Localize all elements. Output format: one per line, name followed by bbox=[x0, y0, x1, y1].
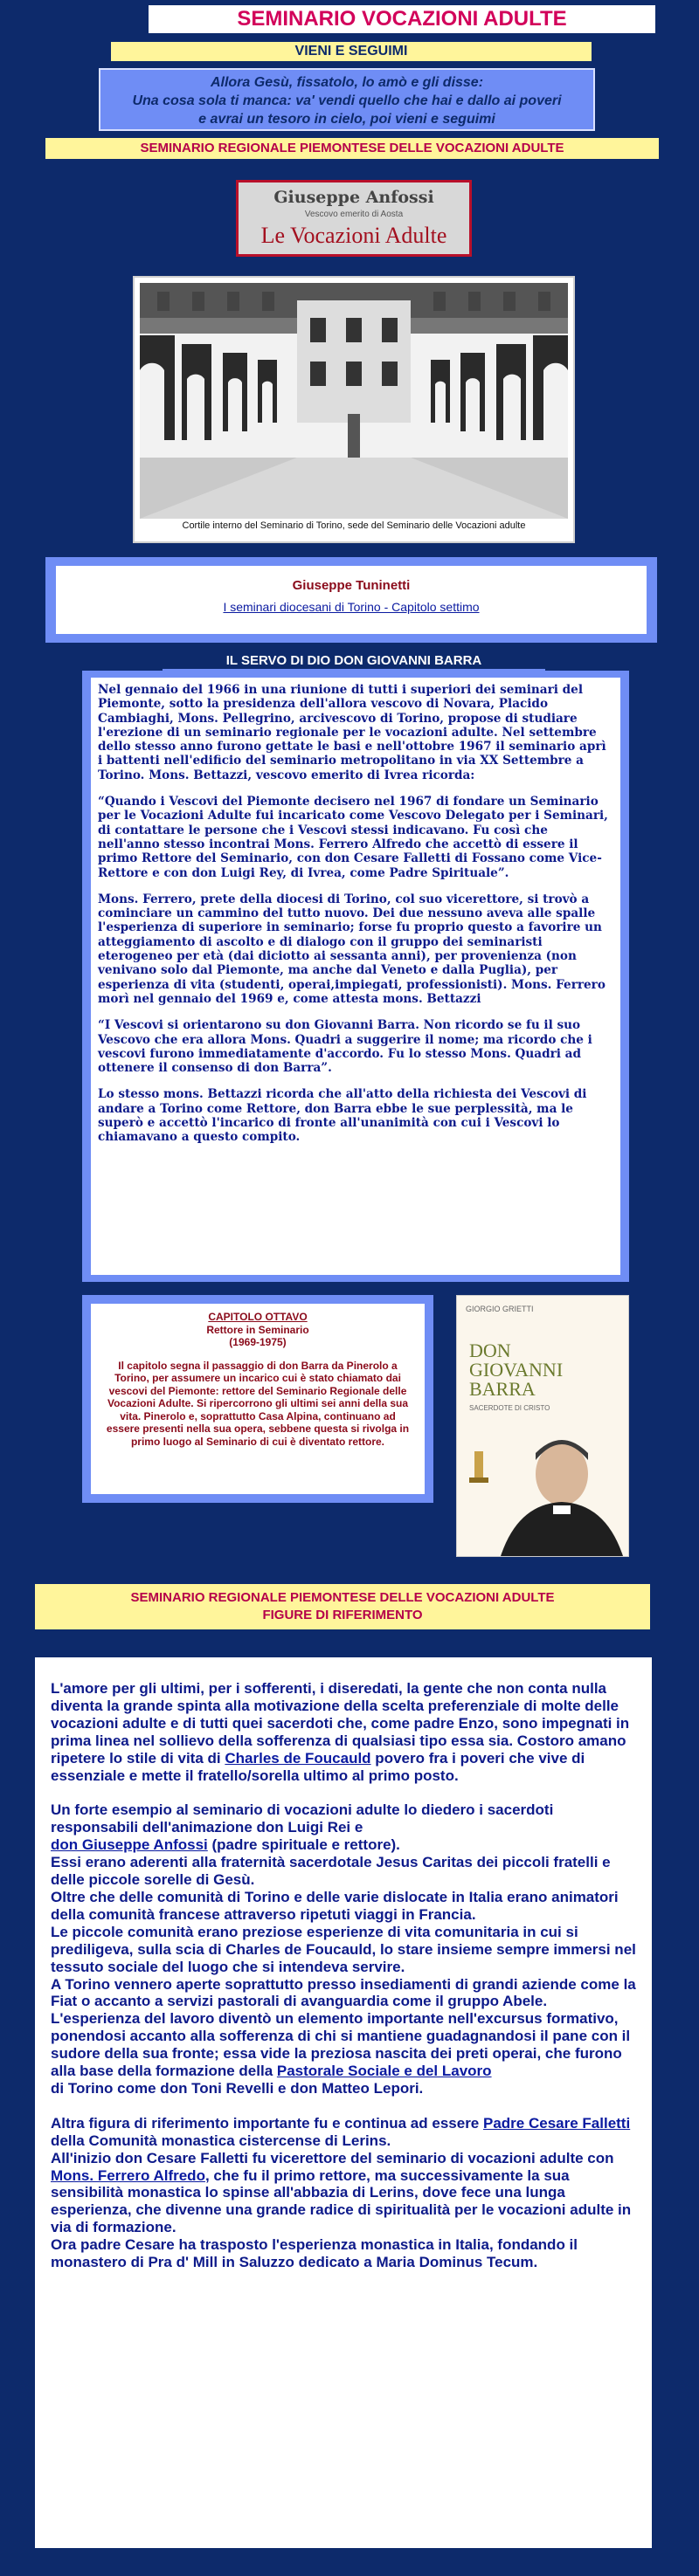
paragraph: Mons. Ferrero, prete della diocesi di Torino, col suo vicerettore, si trovò a cominciare un cammino del tutto nuovo. Dei due nessuno aveva alle spalle l'esperienza di superiore in seminario; forse fu proprio questo a favorire un atteggiamento di ascolto e di dialogo con il gruppo dei seminaristi eterogeneo per età (dai diciotto ai sessanta anni), per provenienza (non venivano solo dal Piemonte, ma anche dal Veneto e dalla Puglia), per esperienza di vita (studenti, operai,impiegati, professionisti). Mons. Ferrero morì nel gennaio del 1969 e, come attesta mons. Bettazzi bbox=[98, 892, 606, 1006]
chapter-summary: Il capitolo segna il passaggio di don Barra da Pinerolo a Torino, per assumere un incarico cui è stato chiamato dai vescovi del Piemonte: rettore del Seminario Regionale delle Vocazioni Adulte. Si ripercorrono gli ultimi sei anni della sua vita. Pinerolo e, soprattutto Casa Alpina, continuano ad essere presenti nella sua opera, sebbene questa si rivolga in primo luogo al Seminario di cui è diventato rettore. bbox=[106, 1359, 410, 1448]
cover-title-line: BARRA bbox=[469, 1378, 536, 1400]
banner-author: Giuseppe Anfossi bbox=[273, 188, 434, 207]
verse-line: e avrai un tesoro in cielo, poi vieni e seguimi bbox=[198, 112, 495, 127]
cloister-image bbox=[140, 283, 568, 519]
paragraph: L'amore per gli ultimi, per i sofferenti, i diseredati, la gente che non conta nulla diventa la grande spinta alla motivazione della scelta preferenziale di molte delle vocazioni adulte e di tutti quei sacerdoti che, come padre Enzo, sono impegnati in prima linea nel sollievo della sofferenza di qualsiasi tipo essa sia. Costoro amano ripetere lo stile di vita di Charles de Foucauld povero fra i poveri che vive di essenziale e mette il fratello/sorella ultimo al primo posto. bbox=[51, 1680, 630, 1784]
banner-role: Vescovo emerito di Aosta bbox=[304, 210, 404, 219]
cover-title-line: DON bbox=[469, 1340, 511, 1361]
paragraph: Nel gennaio del 1966 in una riunione di tutti i superiori dei seminari del Piemonte, sotto la presidenza dell'allora vescovo di Novara, Placido Cambiaghi, Mons. Pellegrino, arcivescovo di Torino, propose di studiare l'erezione di un seminario regionale per le vocazioni adulte. Nel settembre dello stesso anno furono gettate le basi e nell'ottobre 1967 il seminario aprì i battenti nell'edificio del seminario metropolitano in via XX Settembre a Torino. Mons. Bettazzi, vescovo emerito di Ivrea ricorda: bbox=[98, 683, 606, 782]
falletti-link[interactable]: Padre Cesare Falletti bbox=[483, 2114, 631, 2132]
verse-line: Allora Gesù, fissatolo, lo amò e gli disse: bbox=[210, 75, 484, 90]
chapter-subtitle: Rettore in Seminario bbox=[206, 1323, 309, 1336]
gospel-verse bbox=[99, 68, 595, 131]
paragraph: Altra figura di riferimento importante fu e continua ad essere Padre Cesare Falletti della Comunità monastica cistercense di Lerins. All'inizio don Cesare Falletti fu vicerettore del seminario di vocazioni adulte con Mons. Ferrero Alfredo, che fu il primo rettore, ma successivamente la sua sensibilità monastica lo spinse all'abbazia di Lerins, dove fece una lunga esperienza, che divenne una grande radice di spiritualità per le vocazioni adulte in via di formazione. Ora padre Cesare ha trasposto l'esperienza monastica in Italia, fondando il monastero di Pra d' Mill in Saluzzo dedicato a Maria Dominus Tecum. bbox=[51, 2114, 632, 2271]
foucauld-link[interactable]: Charles de Foucauld bbox=[225, 1749, 371, 1767]
figures-heading-line: FIGURE DI RIFERIMENTO bbox=[262, 1608, 423, 1622]
chapter-eight-box bbox=[82, 1295, 433, 1503]
paragraph: Un forte esempio al seminario di vocazioni adulte lo diedero i sacerdoti responsabili dell'animazione don Luigi Rei e don Giuseppe Anfossi (padre spirituale e rettore). Essi erano aderenti alla fraternità sacerdotale Jesus Caritas dei piccoli fratelli e delle piccole sorelle di Gesù. Oltre che delle comunità di Torino e delle varie dislocate in Italia erano animatori della comunità francese attraverso ripetuti viaggi in Francia. Le piccole comunità erano preziose esperienze di vita comunitaria in cui si prediligeva, sulla scia di Charles de Foucauld, lo stare insieme sempre immersi nel tessuto sociale del luogo che si intendeva servire. A Torino vennero aperte soprattutto presso insediamenti di grandi aziende come la Fiat o accanto a servizi pastorali di avanguardia come il gruppo Abele. L'esperienza del lavoro diventò un elemento importante nell'excursus formativo, ponendosi accanto alla sofferenza di chi si mantiene guadagnandosi il pane con il sudore della sua fronte; essa vide la preziosa nascita dei preti operai, che furono alla base della formazione della Pastorale Sociale e del Lavoro di Torino come don Toni Revelli e don Matteo Lepori. bbox=[51, 1801, 636, 2097]
anfossi-book-banner[interactable] bbox=[236, 180, 472, 257]
ferrero-link[interactable]: Mons. Ferrero Alfredo bbox=[51, 2166, 205, 2184]
reference-figures-text bbox=[35, 1657, 652, 2548]
tuninetti-box bbox=[45, 557, 657, 643]
portrait-image bbox=[457, 1425, 630, 1556]
figures-heading-line: SEMINARIO REGIONALE PIEMONTESE DELLE VOCAZIONI ADULTE bbox=[130, 1590, 555, 1605]
tuninetti-author: Giuseppe Tuninetti bbox=[292, 578, 411, 593]
figures-heading bbox=[35, 1584, 650, 1629]
banner-book-title: Le Vocazioni Adulte bbox=[260, 223, 447, 248]
seminary-subtitle: SEMINARIO REGIONALE PIEMONTESE DELLE VOCAZIONI ADULTE bbox=[45, 138, 659, 159]
barra-history-box bbox=[82, 671, 629, 1282]
vieni-banner: VIENI E SEGUIMI bbox=[111, 42, 592, 61]
paragraph: “Quando i Vescovi del Piemonte decisero nel 1967 di fondare un Seminario per le Vocazioni Adulte fui incaricato come Vescovo Delegato per i Seminari, di contattare le persone che i Vescovi stessi indicavano. Fu così che nell'anno stesso incontrai Mons. Ferrero Alfredo che accettò di essere il primo Rettore del Seminario, con don Cesare Falletti di Fossano come Vice- Rettore e con don Luigi Rey, di Ivrea, come Padre Spirituale”. bbox=[98, 795, 608, 880]
page-title: SEMINARIO VOCAZIONI ADULTE bbox=[149, 5, 655, 33]
pastorale-link[interactable]: Pastorale Sociale e del Lavoro bbox=[276, 2063, 492, 2080]
chapter-title[interactable]: CAPITOLO OTTAVO bbox=[208, 1311, 308, 1323]
tuninetti-chapter-link[interactable]: I seminari diocesani di Torino - Capitolo settimo bbox=[223, 600, 480, 614]
paragraph: Lo stesso mons. Bettazzi ricorda che all'atto della richiesta dei Vescovi di andare a Torino come Rettore, don Barra ebbe le sue perplessità, ma le superò e accettò l'incarico di fronte all'unanimità con cui i Vescovi lo chiamavano a questo compito. bbox=[98, 1087, 587, 1145]
paragraph: “I Vescovi si orientarono su don Giovanni Barra. Non ricordo se fu il suo Vescovo che era allora Mons. Quadri a suggerire il nome; ma ricordo che i vescovi furono immediatamente d'accordo. Fu lo stesso Mons. Quadri ad ottenere il consenso di don Barra”. bbox=[98, 1018, 592, 1076]
section-heading-barra: IL SERVO DI DIO DON GIOVANNI BARRA bbox=[163, 651, 545, 671]
chapter-years: (1969-1975) bbox=[229, 1336, 287, 1348]
photo-caption: Cortile interno del Seminario di Torino, sede del Seminario delle Vocazioni adulte bbox=[182, 520, 526, 531]
verse-line: Una cosa sola ti manca: va' vendi quello che hai e dallo ai poveri bbox=[132, 93, 562, 108]
seminary-cloister-photo bbox=[133, 276, 575, 543]
cover-subtitle: SACERDOTE DI CRISTO bbox=[469, 1404, 550, 1412]
cover-title-line: GIOVANNI bbox=[469, 1359, 564, 1381]
barra-book-cover[interactable] bbox=[456, 1295, 629, 1557]
anfossi-link[interactable]: don Giuseppe Anfossi bbox=[51, 1836, 208, 1854]
cover-author: GIORGIO GRIETTI bbox=[466, 1305, 534, 1313]
